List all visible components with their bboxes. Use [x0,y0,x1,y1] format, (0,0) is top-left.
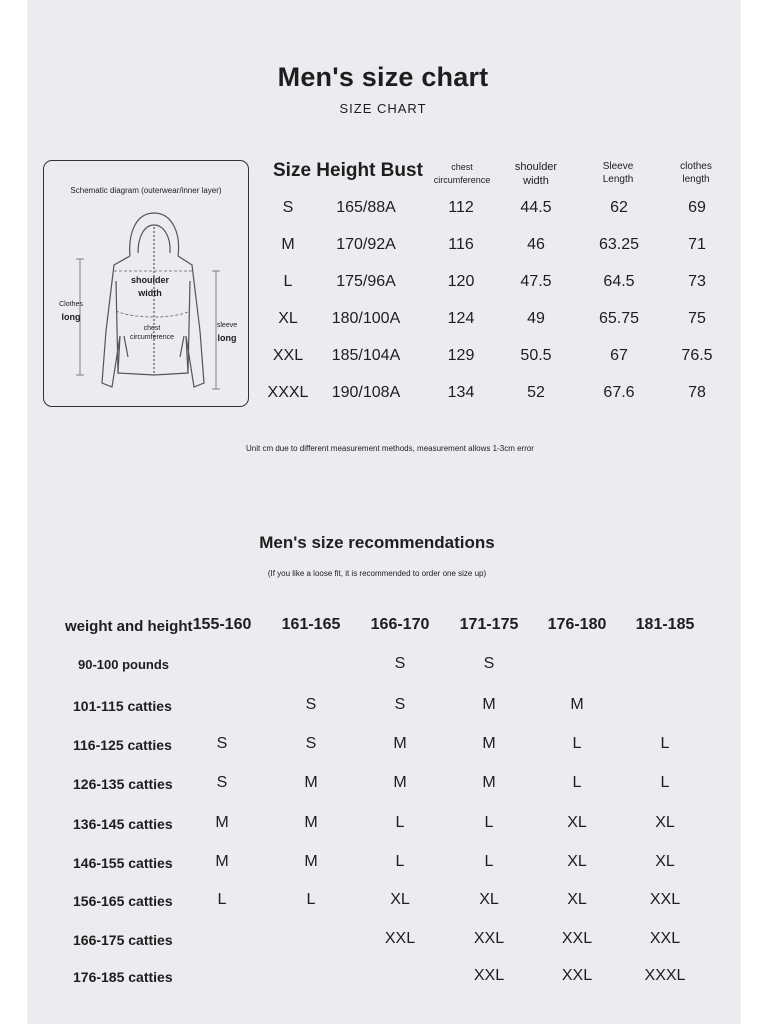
clothes-long-label [56,299,86,324]
rec-size-cell: L [572,735,582,752]
rec-size-cell: L [395,853,405,870]
rec-size-cell: M [393,774,407,791]
shoulder-width-label [122,274,178,300]
size-table-header-chest-line1: chest [451,162,473,172]
rec-header-cell: 176-180 [547,616,607,633]
size-table-cell: 63.25 [598,236,640,253]
rec-size-cell: S [483,655,495,672]
size-table-cell: 134 [447,384,475,401]
recommendations-note: (If you like a loose fit, it is recommended to order one size up) [267,569,487,578]
rec-size-cell: M [304,814,318,831]
rec-size-cell: L [395,814,405,831]
rec-header-cell: 181-185 [635,616,695,633]
rec-size-cell: L [660,735,670,752]
rec-size-cell: M [393,735,407,752]
sleeve-long-label [210,320,244,345]
size-table-cell: 78 [688,384,706,401]
rec-size-cell: M [482,735,496,752]
chest-label [124,324,180,342]
rec-size-cell: M [215,853,229,870]
size-table-cell: L [283,273,293,290]
size-table-cell: 116 [448,236,474,253]
recommendations-title: Men's size recommendations [259,533,495,552]
rec-size-cell: XL [567,891,587,908]
rec-size-cell: S [305,735,317,752]
size-table-cell: 46 [527,236,545,253]
size-table-cell: 185/104A [331,347,401,364]
size-table-cell: 65.75 [598,310,640,327]
rec-size-cell: S [216,774,228,791]
rec-size-cell: S [394,696,406,713]
page-title: Men's size chart [277,62,489,92]
size-table-header-length-line2: length [682,174,710,185]
rec-size-cell: M [570,696,584,713]
rec-header-weight-height: weight and height [65,618,193,635]
size-table-cell: XL [278,310,298,327]
shoulder-width-label-line1: shoulder [130,275,169,285]
rec-size-cell: L [306,891,316,908]
rec-row-label: 90-100 pounds [78,657,170,672]
size-table-cell: XXL [272,347,304,364]
rec-size-cell: XL [567,853,587,870]
rec-size-cell: S [394,655,406,672]
rec-row-label: 116-125 catties [73,737,172,753]
size-table-cell: 73 [688,273,706,290]
rec-size-cell: L [484,853,494,870]
size-table-header-chest [430,161,494,187]
rec-size-cell: M [304,853,318,870]
size-table-header-shoulder [504,160,568,188]
size-table-header-length [664,160,728,186]
rec-size-cell: L [484,814,494,831]
size-table-cell: 69 [688,199,706,216]
size-table-header-length-line1: clothes [680,161,712,172]
size-table-header-shoulder-line2: width [523,175,549,187]
rec-row-label: 126-135 catties [73,776,173,792]
rec-size-cell: XXL [649,930,681,947]
rec-size-cell: XXL [561,930,593,947]
size-table-cell: XXXL [267,384,309,401]
rec-size-cell: XL [655,853,675,870]
rec-header-cell: 155-160 [192,616,252,633]
rec-row-label: 146-155 catties [73,855,173,871]
size-table-header-sleeve [586,160,650,186]
size-table-cell: 165/88A [336,199,396,216]
rec-header-cell: 161-165 [281,616,341,633]
rec-size-cell: XL [567,814,587,831]
rec-size-cell: XXL [384,930,416,947]
schematic-diagram [43,160,249,407]
shoulder-width-label-line2: width [138,288,162,298]
rec-row-label: 156-165 catties [73,893,173,909]
size-table-cell: S [282,199,294,216]
page-subtitle: SIZE CHART [339,101,427,116]
size-table-cell: 124 [447,310,475,327]
rec-size-cell: L [572,774,582,791]
size-table-cell: 180/100A [331,310,401,327]
size-table-cell: 49 [527,310,545,327]
rec-size-cell: XL [479,891,499,908]
size-table-cell: 75 [688,310,706,327]
rec-size-cell: XXXL [644,967,686,984]
size-table-cell: 47.5 [520,273,552,290]
size-table-cell: 129 [447,347,475,364]
size-table-cell: 120 [447,273,475,290]
size-table-header-main: Size Height Bust [273,160,423,181]
size-table-cell: 175/96A [336,273,396,290]
size-table-cell: 170/92A [336,236,396,253]
rec-size-cell: L [660,774,670,791]
chest-label-line1: chest [143,325,161,332]
sleeve-long-label-line2: long [217,333,237,343]
rec-size-cell: M [482,774,496,791]
rec-row-label: 176-185 catties [73,969,173,985]
clothes-long-label-line2: long [61,312,81,322]
size-table-cell: 67.6 [603,384,635,401]
rec-size-cell: XL [655,814,675,831]
rec-size-cell: XL [390,891,410,908]
rec-size-cell: M [215,814,229,831]
rec-header-cell: 171-175 [459,616,519,633]
measurement-note: Unit cm due to different measurement methods, measurement allows 1-3cm error [246,444,534,453]
rec-size-cell: XXL [649,891,681,908]
rec-size-cell: XXL [473,930,505,947]
clothes-long-label-line1: Clothes [59,301,83,308]
size-table-cell: M [281,236,295,253]
rec-size-cell: S [305,696,317,713]
sleeve-long-label-line1: sleeve [216,322,238,329]
size-table-header-shoulder-line1: shoulder [514,161,558,173]
rec-row-label: 166-175 catties [73,932,173,948]
rec-size-cell: XXL [473,967,505,984]
chest-label-line2: circumference [130,334,174,341]
size-table-cell: 76.5 [681,347,713,364]
rec-size-cell: M [482,696,496,713]
rec-row-label: 136-145 catties [73,816,173,832]
rec-header-cell: 166-170 [370,616,430,633]
size-table-cell: 112 [448,199,474,216]
size-table-header-sleeve-line1: Sleeve [602,161,634,172]
size-table-header-sleeve-line2: Length [602,174,634,185]
size-table-cell: 50.5 [520,347,552,364]
size-table-cell: 190/108A [331,384,401,401]
size-table-cell: 62 [610,199,628,216]
size-table-cell: 71 [688,236,706,253]
size-table-cell: 64.5 [603,273,635,290]
rec-size-cell: S [216,735,228,752]
size-table-cell: 67 [610,347,628,364]
size-table-header-chest-line2: circumference [433,175,491,185]
diagram-caption: Schematic diagram (outerwear/inner layer) [70,186,222,195]
rec-size-cell: L [217,891,227,908]
rec-row-label: 101-115 catties [73,698,172,714]
rec-size-cell: M [304,774,318,791]
size-table-cell: 52 [527,384,545,401]
size-table-cell: 44.5 [520,199,552,216]
rec-size-cell: XXL [561,967,593,984]
